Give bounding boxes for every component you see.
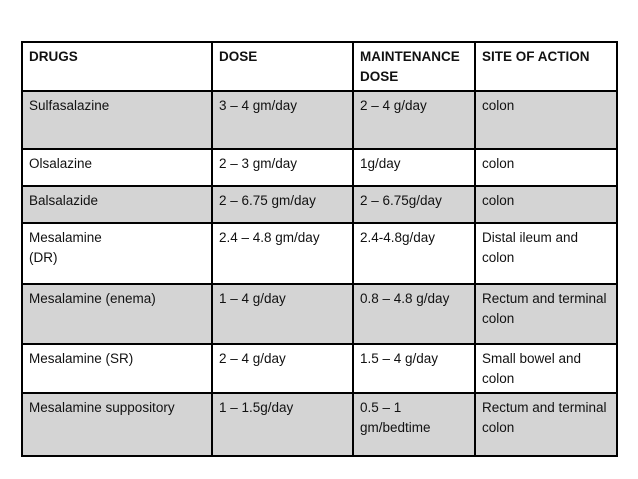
table-row <box>22 223 617 284</box>
site-of-action-cell: Rectum and terminal colon <box>475 284 617 344</box>
site-of-action-cell: colon <box>475 186 617 223</box>
dose-cell: 2.4 – 4.8 gm/day <box>212 223 353 284</box>
site-of-action-cell: Small bowel and colon <box>475 344 617 393</box>
site-of-action-cell: colon <box>475 91 617 149</box>
drug-dosage-table <box>21 41 618 457</box>
dose-cell: 1 – 1.5g/day <box>212 393 353 456</box>
dose-cell: 3 – 4 gm/day <box>212 91 353 149</box>
maintenance-dose-cell: 2 – 4 g/day <box>353 91 475 149</box>
dose-cell: 1 – 4 g/day <box>212 284 353 344</box>
dose-cell: 2 – 4 g/day <box>212 344 353 393</box>
maintenance-dose-cell: 1.5 – 4 g/day <box>353 344 475 393</box>
drug-cell: Olsalazine <box>22 149 212 186</box>
dose-cell: 2 – 6.75 gm/day <box>212 186 353 223</box>
drug-cell: Balsalazide <box>22 186 212 223</box>
site-of-action-cell: colon <box>475 149 617 186</box>
header-maintenance-dose: MAINTENANCE DOSE <box>353 42 475 91</box>
drug-cell: Mesalamine (enema) <box>22 284 212 344</box>
table-row <box>22 91 617 149</box>
table-row <box>22 393 617 456</box>
dose-cell: 2 – 3 gm/day <box>212 149 353 186</box>
table-row <box>22 149 617 186</box>
header-site-of-action: SITE OF ACTION <box>475 42 617 91</box>
maintenance-dose-cell: 2.4-4.8g/day <box>353 223 475 284</box>
table-header-row <box>22 42 617 91</box>
header-dose: DOSE <box>212 42 353 91</box>
maintenance-dose-cell: 0.8 – 4.8 g/day <box>353 284 475 344</box>
drug-cell: Mesalamine suppository <box>22 393 212 456</box>
drug-cell: Sulfasalazine <box>22 91 212 149</box>
maintenance-dose-cell: 2 – 6.75g/day <box>353 186 475 223</box>
maintenance-dose-cell: 0.5 – 1 gm/bedtime <box>353 393 475 456</box>
site-of-action-cell: Rectum and terminal colon <box>475 393 617 456</box>
drug-cell: Mesalamine (DR) <box>22 223 212 284</box>
table-row <box>22 344 617 393</box>
table-row <box>22 186 617 223</box>
drug-cell: Mesalamine (SR) <box>22 344 212 393</box>
table-row <box>22 284 617 344</box>
maintenance-dose-cell: 1g/day <box>353 149 475 186</box>
header-drugs: DRUGS <box>22 42 212 91</box>
site-of-action-cell: Distal ileum and colon <box>475 223 617 284</box>
